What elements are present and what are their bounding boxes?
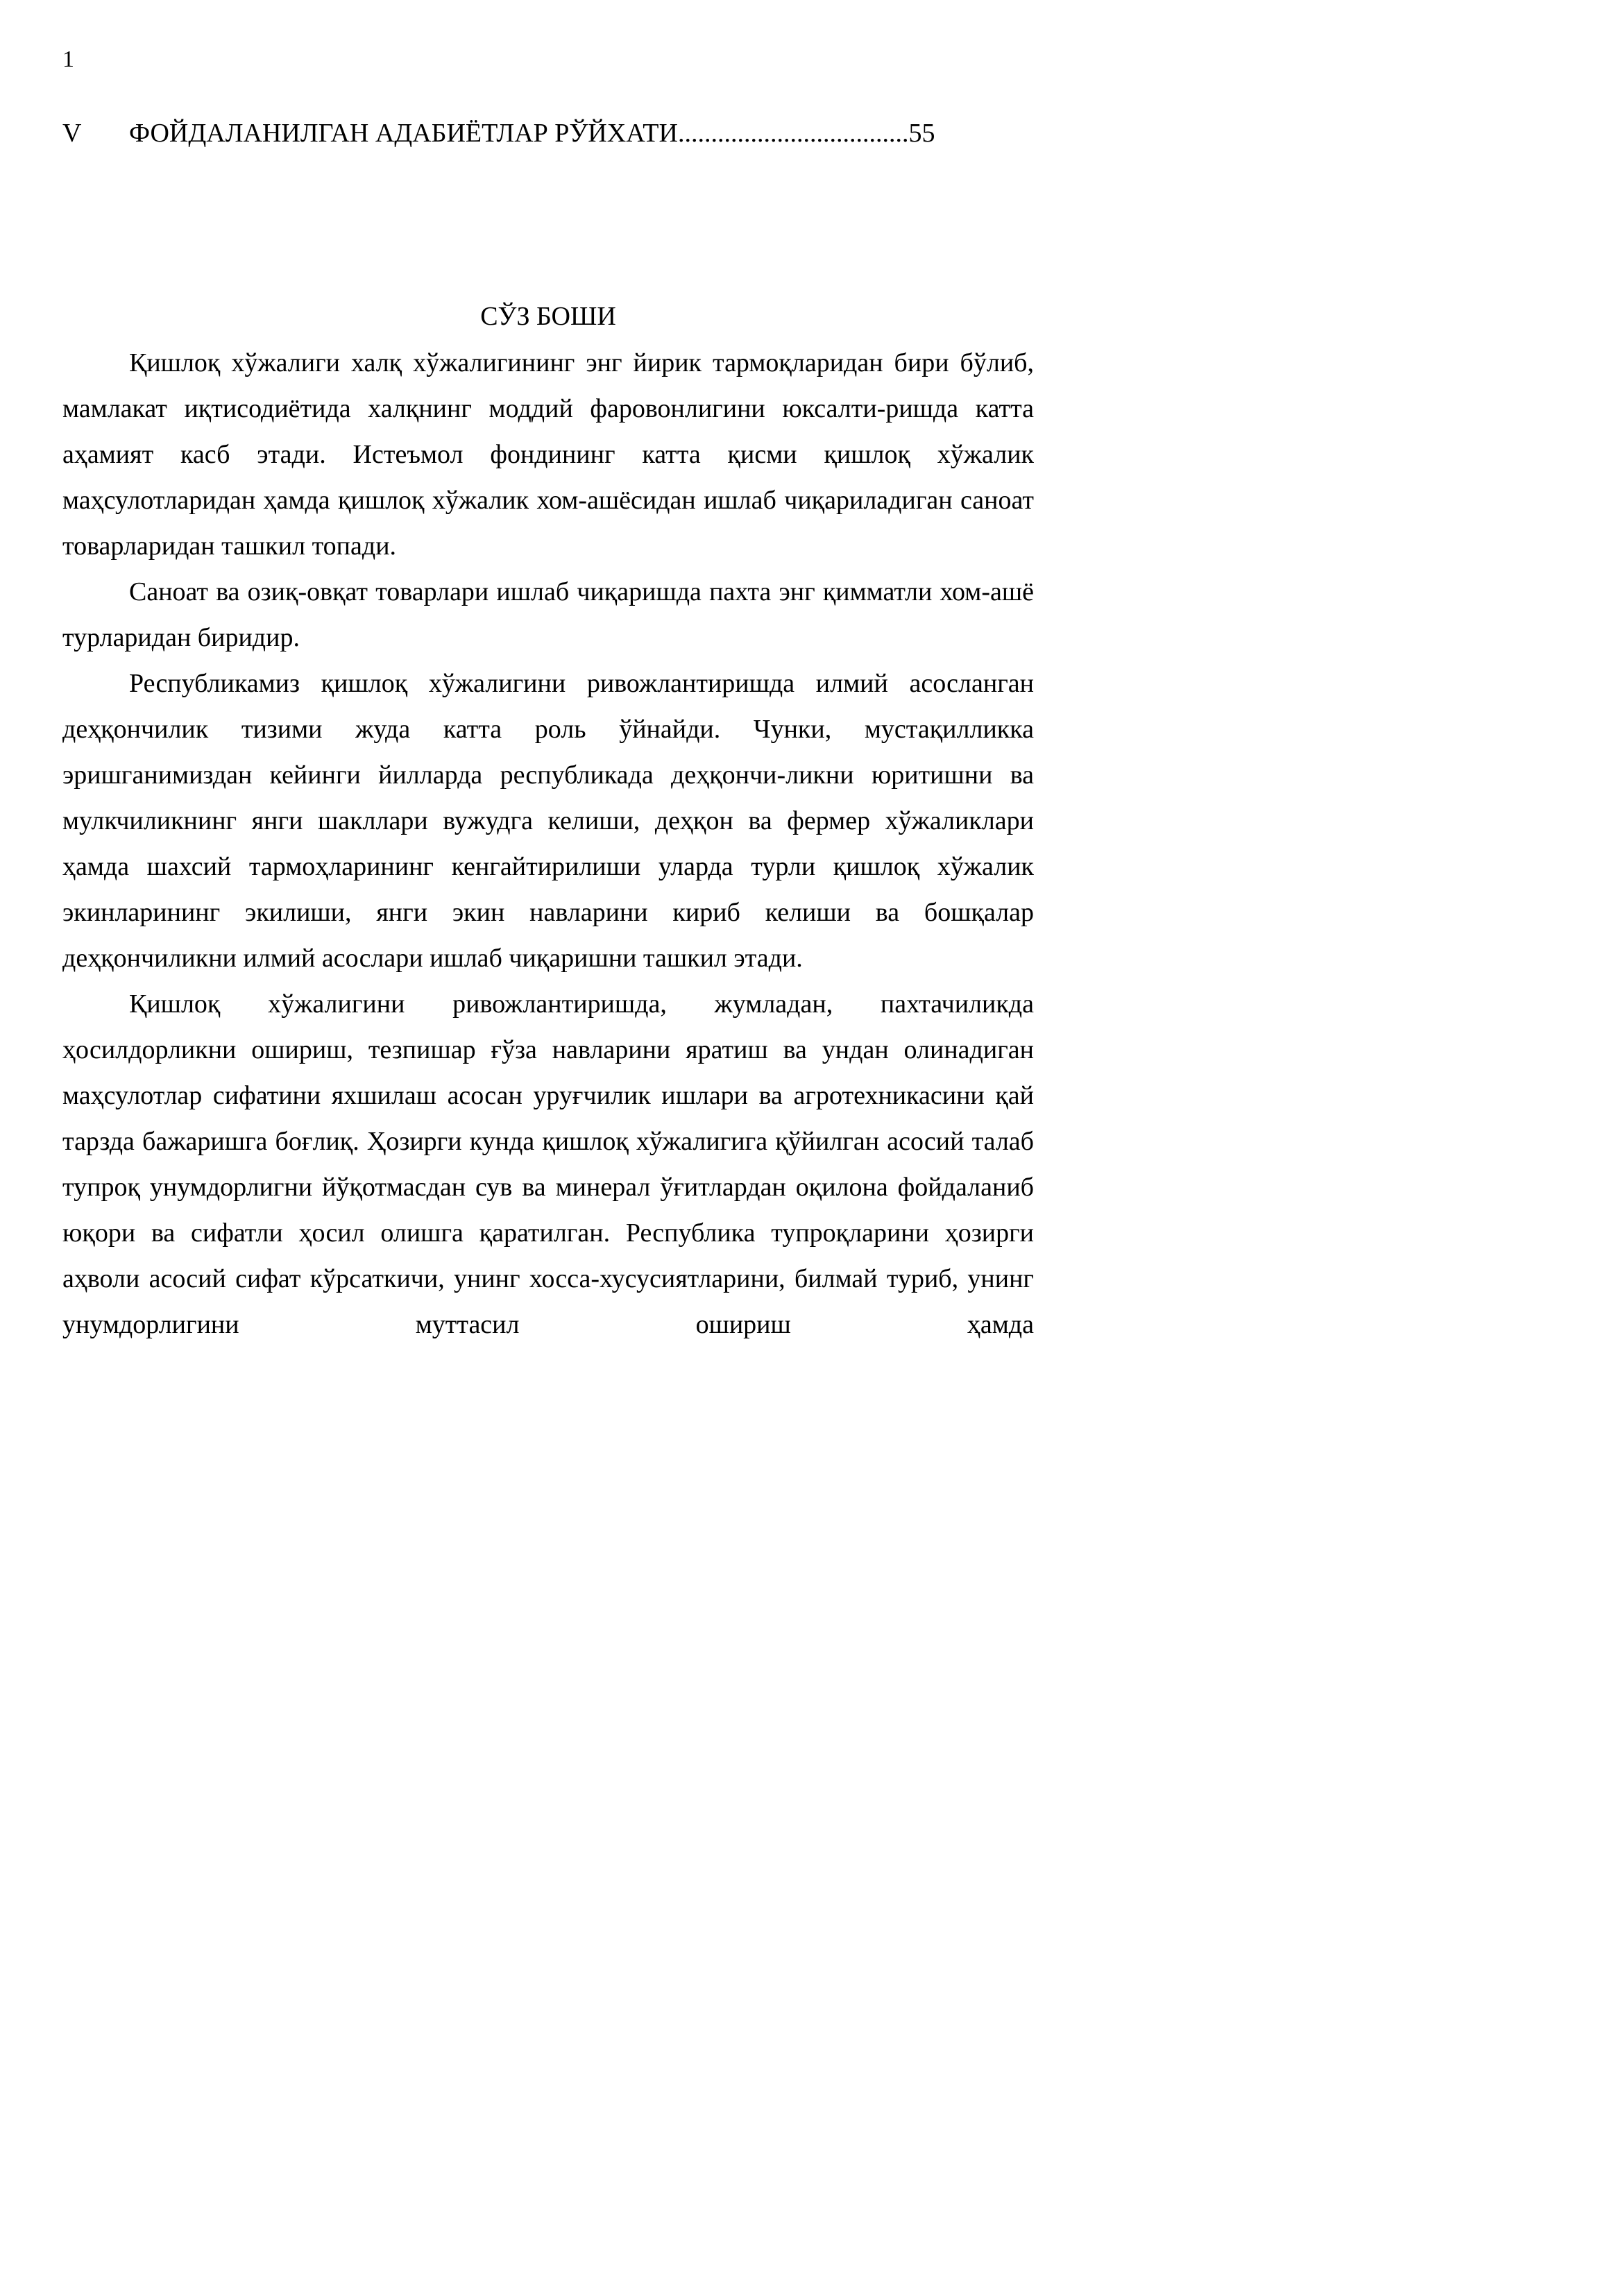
section-body xyxy=(62,340,1034,1347)
paragraph-3: Республикамиз қишлоқ хўжалигини ривожлантиришда илмий асосланган деҳқончилик тизими жуда катта роль ўйнайди. Чунки, мустақилликка эришганимиздан кейинги йилларда республикада деҳқончи-ликни юритишни ва мулкчиликнинг янги шакллари вужудга келиши, деҳқон ва фермер хўжаликлари ҳамда шахсий тармоҳларининг кенгайтирилиши уларда турли қишлоқ хўжалик экинларининг экилиши, янги экин навларини кириб келиши ва бошқалар деҳқончиликни илмий асослари ишлаб чиқаришни ташкил этади. xyxy=(62,669,1034,973)
toc-entry-title: ФОЙДАЛАНИЛГАН АДАБИЁТЛАР РЎЙХАТИ...................................55 xyxy=(129,119,935,148)
toc-entry-number: V xyxy=(62,119,82,148)
toc-entry xyxy=(62,117,1034,150)
paragraph-1: Қишлоқ хўжалиги халқ хўжалигининг энг йирик тармоқларидан бири бўлиб, мамлакат иқтисодиётида халқнинг моддий фаровонлигини юксалти-ришда катта аҳамият касб этади. Истеъмол фондининг катта қисми қишлоқ хўжалик маҳсулотларидан ҳамда қишлоқ хўжалик хом-ашёсидан ишлаб чиқариладиган саноат товарларидан ташкил топади. xyxy=(62,348,1034,561)
paragraph-2: Саноат ва озиқ-овқат товарлари ишлаб чиқаришда пахта энг қимматли хом-ашё турларидан биридир. xyxy=(62,577,1034,652)
paragraph-4: Қишлоқ хўжалигини ривожлантиришда, жумладан, пахтачиликда ҳосилдорликни ошириш, тезпишар ғўза навларини яратиш ва ундан олинадиган маҳсулотлар сифатини яхшилаш асосан уруғчилик ишлари ва агротехникасини қай тарзда бажаришга боғлиқ. Ҳозирги кунда қишлоқ хўжалигига қўйилган асосий талаб тупроқ унумдорлигни йўқотмасдан сув ва минерал ўғитлардан оқилона фойдаланиб юқори ва сифатли ҳосил олишга қаратилган. Республика тупроқларини ҳозирги аҳволи асосий сифат кўрсаткичи, унинг хосса-хусусиятларини, билмай туриб, унинг унумдорлигини муттасил ошириш ҳамда xyxy=(62,989,1034,1339)
section-heading: СЎЗ БОШИ xyxy=(480,302,616,331)
page-number: 1 xyxy=(62,46,74,72)
